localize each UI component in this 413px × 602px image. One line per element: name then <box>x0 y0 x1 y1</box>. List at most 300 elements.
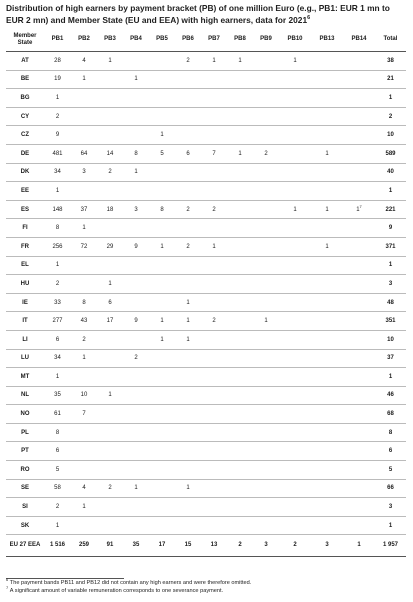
total-cell <box>375 442 406 461</box>
column-header-pb2: PB2 <box>71 29 97 52</box>
value-cell <box>201 330 227 349</box>
value-cell <box>227 312 253 331</box>
cell-value: PT <box>21 448 29 455</box>
cell-value: 9 <box>134 243 138 250</box>
value-cell <box>175 330 201 349</box>
cell-value: 1 <box>134 169 138 176</box>
value-cell <box>279 256 311 275</box>
cell-value: 1 <box>325 243 329 250</box>
value-cell <box>175 52 201 71</box>
value-cell <box>311 479 343 498</box>
value-cell <box>201 498 227 517</box>
value-cell <box>201 312 227 331</box>
cell-value: 9 <box>388 225 393 232</box>
value-cell <box>343 107 375 126</box>
value-cell <box>44 107 71 126</box>
member-state-cell <box>6 275 44 294</box>
cell-value: 21 <box>387 76 394 83</box>
value-cell <box>44 144 71 163</box>
value-cell <box>175 516 201 535</box>
cell-value: 2 <box>388 113 393 120</box>
value-cell <box>201 182 227 201</box>
column-header-pb6: PB6 <box>175 29 201 52</box>
cell-value: 29 <box>106 243 114 250</box>
cell-value: 38 <box>387 57 394 64</box>
table-row <box>6 70 406 89</box>
value-cell <box>71 479 97 498</box>
value-cell <box>343 200 375 219</box>
value-cell <box>253 70 279 89</box>
cell-value: IT <box>22 318 28 325</box>
cell-value: 256 <box>52 243 63 250</box>
value-cell <box>227 275 253 294</box>
total-cell <box>375 330 406 349</box>
table-row <box>6 386 406 405</box>
value-cell <box>44 330 71 349</box>
total-cell <box>375 405 406 424</box>
value-cell <box>311 52 343 71</box>
value-cell <box>44 293 71 312</box>
cell-value: 1 <box>238 57 242 64</box>
value-cell <box>343 479 375 498</box>
cell-value: 8 <box>134 150 138 157</box>
cell-value: 17 <box>106 318 114 325</box>
value-cell <box>71 275 97 294</box>
value-cell <box>343 386 375 405</box>
cell-value: 1 <box>212 57 216 64</box>
value-cell <box>343 330 375 349</box>
value-cell <box>279 200 311 219</box>
value-cell <box>175 107 201 126</box>
value-cell <box>279 126 311 145</box>
column-header-pb5: PB5 <box>149 29 175 52</box>
value-cell <box>123 52 149 71</box>
value-cell <box>175 423 201 442</box>
value-cell <box>201 479 227 498</box>
value-cell <box>253 144 279 163</box>
footnote-ref-7: 7 <box>359 203 362 209</box>
total-row-cell: 13 <box>201 535 227 557</box>
member-state-cell <box>6 498 44 517</box>
cell-value: 8 <box>388 429 393 436</box>
value-cell <box>97 293 123 312</box>
value-cell <box>311 200 343 219</box>
table-row <box>6 461 406 480</box>
member-state-cell <box>6 312 44 331</box>
value-cell <box>71 89 97 108</box>
cell-value: 1 <box>82 76 86 83</box>
cell-value: 1 <box>388 522 393 529</box>
value-cell <box>253 89 279 108</box>
value-cell <box>44 405 71 424</box>
cell-value: 1 <box>55 94 60 101</box>
cell-value: 6 <box>55 336 60 343</box>
value-cell <box>44 516 71 535</box>
value-cell <box>201 107 227 126</box>
member-state-cell <box>6 182 44 201</box>
value-cell <box>253 312 279 331</box>
cell-value: BG <box>20 94 30 101</box>
value-cell <box>97 163 123 182</box>
value-cell <box>343 163 375 182</box>
table-row <box>6 312 406 331</box>
value-cell <box>253 330 279 349</box>
value-cell <box>175 405 201 424</box>
column-header-pb13: PB13 <box>311 29 343 52</box>
cell-value: DK <box>20 169 30 176</box>
column-header-pb4: PB4 <box>123 29 149 52</box>
cell-value: 9 <box>55 132 60 139</box>
cell-value: 61 <box>54 411 61 418</box>
total-row-cell: 3 <box>311 535 343 557</box>
cell-value: 6 <box>186 150 190 157</box>
value-cell <box>71 386 97 405</box>
value-cell <box>123 200 149 219</box>
value-cell <box>343 293 375 312</box>
total-cell <box>375 349 406 368</box>
value-cell <box>253 182 279 201</box>
value-cell <box>97 349 123 368</box>
value-cell <box>227 479 253 498</box>
cell-value: 1 <box>82 504 86 511</box>
value-cell <box>343 256 375 275</box>
member-state-cell <box>6 423 44 442</box>
value-cell <box>227 330 253 349</box>
value-cell <box>201 219 227 238</box>
value-cell <box>253 368 279 387</box>
total-cell <box>375 144 406 163</box>
cell-value: 2 <box>108 485 112 492</box>
value-cell <box>279 163 311 182</box>
total-cell <box>375 256 406 275</box>
value-cell <box>44 461 71 480</box>
value-cell <box>343 498 375 517</box>
cell-value: 8 <box>55 429 60 436</box>
cell-value: HU <box>20 280 30 287</box>
cell-value: 1 <box>55 522 60 529</box>
value-cell <box>253 498 279 517</box>
value-cell <box>149 349 175 368</box>
value-cell <box>123 107 149 126</box>
value-cell <box>227 126 253 145</box>
value-cell <box>227 219 253 238</box>
column-header-pb9: PB9 <box>253 29 279 52</box>
total-cell <box>375 200 406 219</box>
value-cell <box>279 498 311 517</box>
value-cell <box>149 312 175 331</box>
value-cell <box>123 330 149 349</box>
cell-value: 1 <box>134 485 138 492</box>
value-cell <box>97 126 123 145</box>
cell-value: 19 <box>54 76 61 83</box>
value-cell <box>311 516 343 535</box>
cell-value: 37 <box>80 206 88 213</box>
value-cell <box>343 312 375 331</box>
cell-value: IE <box>22 299 28 306</box>
member-state-cell <box>6 237 44 256</box>
cell-value: 2 <box>55 504 60 511</box>
value-cell <box>44 275 71 294</box>
total-cell <box>375 237 406 256</box>
value-cell <box>311 312 343 331</box>
value-cell <box>343 89 375 108</box>
value-cell <box>97 89 123 108</box>
value-cell <box>279 237 311 256</box>
table-row <box>6 237 406 256</box>
cell-value: MT <box>20 373 30 380</box>
value-cell <box>253 423 279 442</box>
value-cell <box>71 461 97 480</box>
value-cell <box>201 275 227 294</box>
value-cell <box>279 423 311 442</box>
value-cell <box>123 498 149 517</box>
member-state-cell <box>6 70 44 89</box>
cell-value: EL <box>21 262 29 269</box>
member-state-cell <box>6 144 44 163</box>
value-cell <box>201 237 227 256</box>
table-row <box>6 293 406 312</box>
total-cell <box>375 423 406 442</box>
cell-value: 1 <box>293 206 297 213</box>
value-cell <box>97 479 123 498</box>
value-cell <box>71 256 97 275</box>
value-cell <box>175 349 201 368</box>
value-cell <box>279 219 311 238</box>
value-cell <box>311 126 343 145</box>
member-state-cell <box>6 516 44 535</box>
cell-value: 46 <box>387 392 394 399</box>
table-row <box>6 52 406 71</box>
table-row <box>6 275 406 294</box>
cell-value: 1 <box>238 150 242 157</box>
value-cell <box>201 423 227 442</box>
value-cell <box>123 237 149 256</box>
value-cell <box>227 52 253 71</box>
total-cell <box>375 275 406 294</box>
cell-value: 1 <box>82 355 86 362</box>
value-cell <box>44 52 71 71</box>
value-cell <box>227 293 253 312</box>
cell-value: 1 <box>108 280 112 287</box>
value-cell <box>279 368 311 387</box>
value-cell <box>44 163 71 182</box>
table-row <box>6 516 406 535</box>
total-cell <box>375 126 406 145</box>
total-row-cell: 3 <box>253 535 279 557</box>
table-row <box>6 405 406 424</box>
value-cell <box>44 219 71 238</box>
total-cell <box>375 386 406 405</box>
total-cell <box>375 498 406 517</box>
cell-value: 2 <box>134 355 138 362</box>
value-cell <box>175 70 201 89</box>
total-row-cell: 1 <box>343 535 375 557</box>
value-cell <box>201 368 227 387</box>
cell-value: 7 <box>82 411 86 418</box>
value-cell <box>279 107 311 126</box>
cell-value: AT <box>21 57 29 64</box>
cell-value: 72 <box>80 243 88 250</box>
value-cell <box>149 237 175 256</box>
cell-value: 68 <box>387 411 394 418</box>
cell-value: 35 <box>54 392 61 399</box>
value-cell <box>97 275 123 294</box>
total-cell <box>375 461 406 480</box>
member-state-cell <box>6 293 44 312</box>
member-state-cell <box>6 349 44 368</box>
value-cell <box>253 200 279 219</box>
value-cell <box>201 442 227 461</box>
value-cell <box>71 219 97 238</box>
value-cell <box>227 182 253 201</box>
cell-value: 1 <box>356 206 360 213</box>
value-cell <box>71 498 97 517</box>
value-cell <box>227 237 253 256</box>
cell-value: CZ <box>21 132 29 139</box>
cell-value: 9 <box>134 318 138 325</box>
value-cell <box>149 498 175 517</box>
value-cell <box>279 144 311 163</box>
value-cell <box>343 182 375 201</box>
value-cell <box>279 330 311 349</box>
cell-value: 33 <box>54 299 61 306</box>
column-header-pb14: PB14 <box>343 29 375 52</box>
cell-value: 2 <box>55 113 60 120</box>
value-cell <box>97 442 123 461</box>
value-cell <box>123 256 149 275</box>
footnote-6 <box>6 577 406 587</box>
total-row-cell: 17 <box>149 535 175 557</box>
cell-value: 481 <box>52 150 63 157</box>
value-cell <box>279 293 311 312</box>
value-cell <box>343 126 375 145</box>
value-cell <box>44 368 71 387</box>
value-cell <box>149 386 175 405</box>
cell-value: 1 <box>388 187 393 194</box>
cell-value: 1 <box>388 373 393 380</box>
value-cell <box>343 516 375 535</box>
cell-value: 1 <box>264 318 268 325</box>
value-cell <box>97 461 123 480</box>
member-state-cell <box>6 256 44 275</box>
value-cell <box>201 200 227 219</box>
value-cell <box>123 293 149 312</box>
value-cell <box>343 237 375 256</box>
value-cell <box>343 461 375 480</box>
value-cell <box>227 70 253 89</box>
table-row <box>6 330 406 349</box>
value-cell <box>97 219 123 238</box>
value-cell <box>311 330 343 349</box>
value-cell <box>279 442 311 461</box>
value-cell <box>175 368 201 387</box>
value-cell <box>201 349 227 368</box>
value-cell <box>311 144 343 163</box>
value-cell <box>279 89 311 108</box>
value-cell <box>343 368 375 387</box>
cell-value: 4 <box>82 485 86 492</box>
value-cell <box>253 516 279 535</box>
footnote-6-text: The payment bands PB11 and PB12 did not contain any high earners and were therefore omitted. <box>9 580 252 586</box>
cell-value: BE <box>20 76 30 83</box>
value-cell <box>279 461 311 480</box>
value-cell <box>227 516 253 535</box>
member-state-cell <box>6 368 44 387</box>
value-cell <box>253 237 279 256</box>
table-body <box>6 52 406 557</box>
total-row-cell: 259 <box>71 535 97 557</box>
cell-value: 40 <box>387 169 394 176</box>
member-state-cell <box>6 479 44 498</box>
value-cell <box>97 107 123 126</box>
value-cell <box>97 256 123 275</box>
value-cell <box>123 89 149 108</box>
value-cell <box>44 126 71 145</box>
total-cell <box>375 52 406 71</box>
value-cell <box>343 144 375 163</box>
cell-value: 10 <box>387 336 394 343</box>
member-state-cell <box>6 461 44 480</box>
cell-value: 66 <box>387 485 394 492</box>
value-cell <box>175 89 201 108</box>
value-cell <box>175 275 201 294</box>
table-row <box>6 368 406 387</box>
table-row <box>6 182 406 201</box>
value-cell <box>149 275 175 294</box>
value-cell <box>311 405 343 424</box>
value-cell <box>44 182 71 201</box>
value-cell <box>311 256 343 275</box>
value-cell <box>149 405 175 424</box>
value-cell <box>227 89 253 108</box>
cell-value: 28 <box>54 57 61 64</box>
table-title-text: Distribution of high earners by payment bracket (PB) of one million Euro (e.g., PB1: EUR 1 mn to EUR 2 mn) and Member State (EU and EEA) with high earners, data for 2021 <box>6 3 390 25</box>
cell-value: 6 <box>108 299 112 306</box>
cell-value: 1 <box>388 262 393 269</box>
value-cell <box>227 349 253 368</box>
value-cell <box>175 293 201 312</box>
title-footnote-ref: 6 <box>307 14 311 21</box>
member-state-cell <box>6 107 44 126</box>
value-cell <box>71 293 97 312</box>
value-cell <box>149 293 175 312</box>
value-cell <box>149 200 175 219</box>
cell-value: 2 <box>186 243 190 250</box>
value-cell <box>227 144 253 163</box>
cell-value: 10 <box>80 392 88 399</box>
cell-value: FI <box>22 225 28 232</box>
value-cell <box>71 405 97 424</box>
cell-value: 1 <box>212 243 216 250</box>
cell-value: 48 <box>387 299 394 306</box>
value-cell <box>279 52 311 71</box>
value-cell <box>123 312 149 331</box>
value-cell <box>253 405 279 424</box>
footnote-7-mark: 7 <box>6 585 9 591</box>
table-title <box>6 3 408 26</box>
value-cell <box>201 163 227 182</box>
cell-value: 34 <box>54 169 61 176</box>
value-cell <box>311 107 343 126</box>
cell-value: 5 <box>388 466 393 473</box>
value-cell <box>253 126 279 145</box>
member-state-cell <box>6 442 44 461</box>
value-cell <box>227 405 253 424</box>
value-cell <box>343 219 375 238</box>
value-cell <box>44 312 71 331</box>
cell-value: ES <box>20 206 29 213</box>
value-cell <box>311 163 343 182</box>
